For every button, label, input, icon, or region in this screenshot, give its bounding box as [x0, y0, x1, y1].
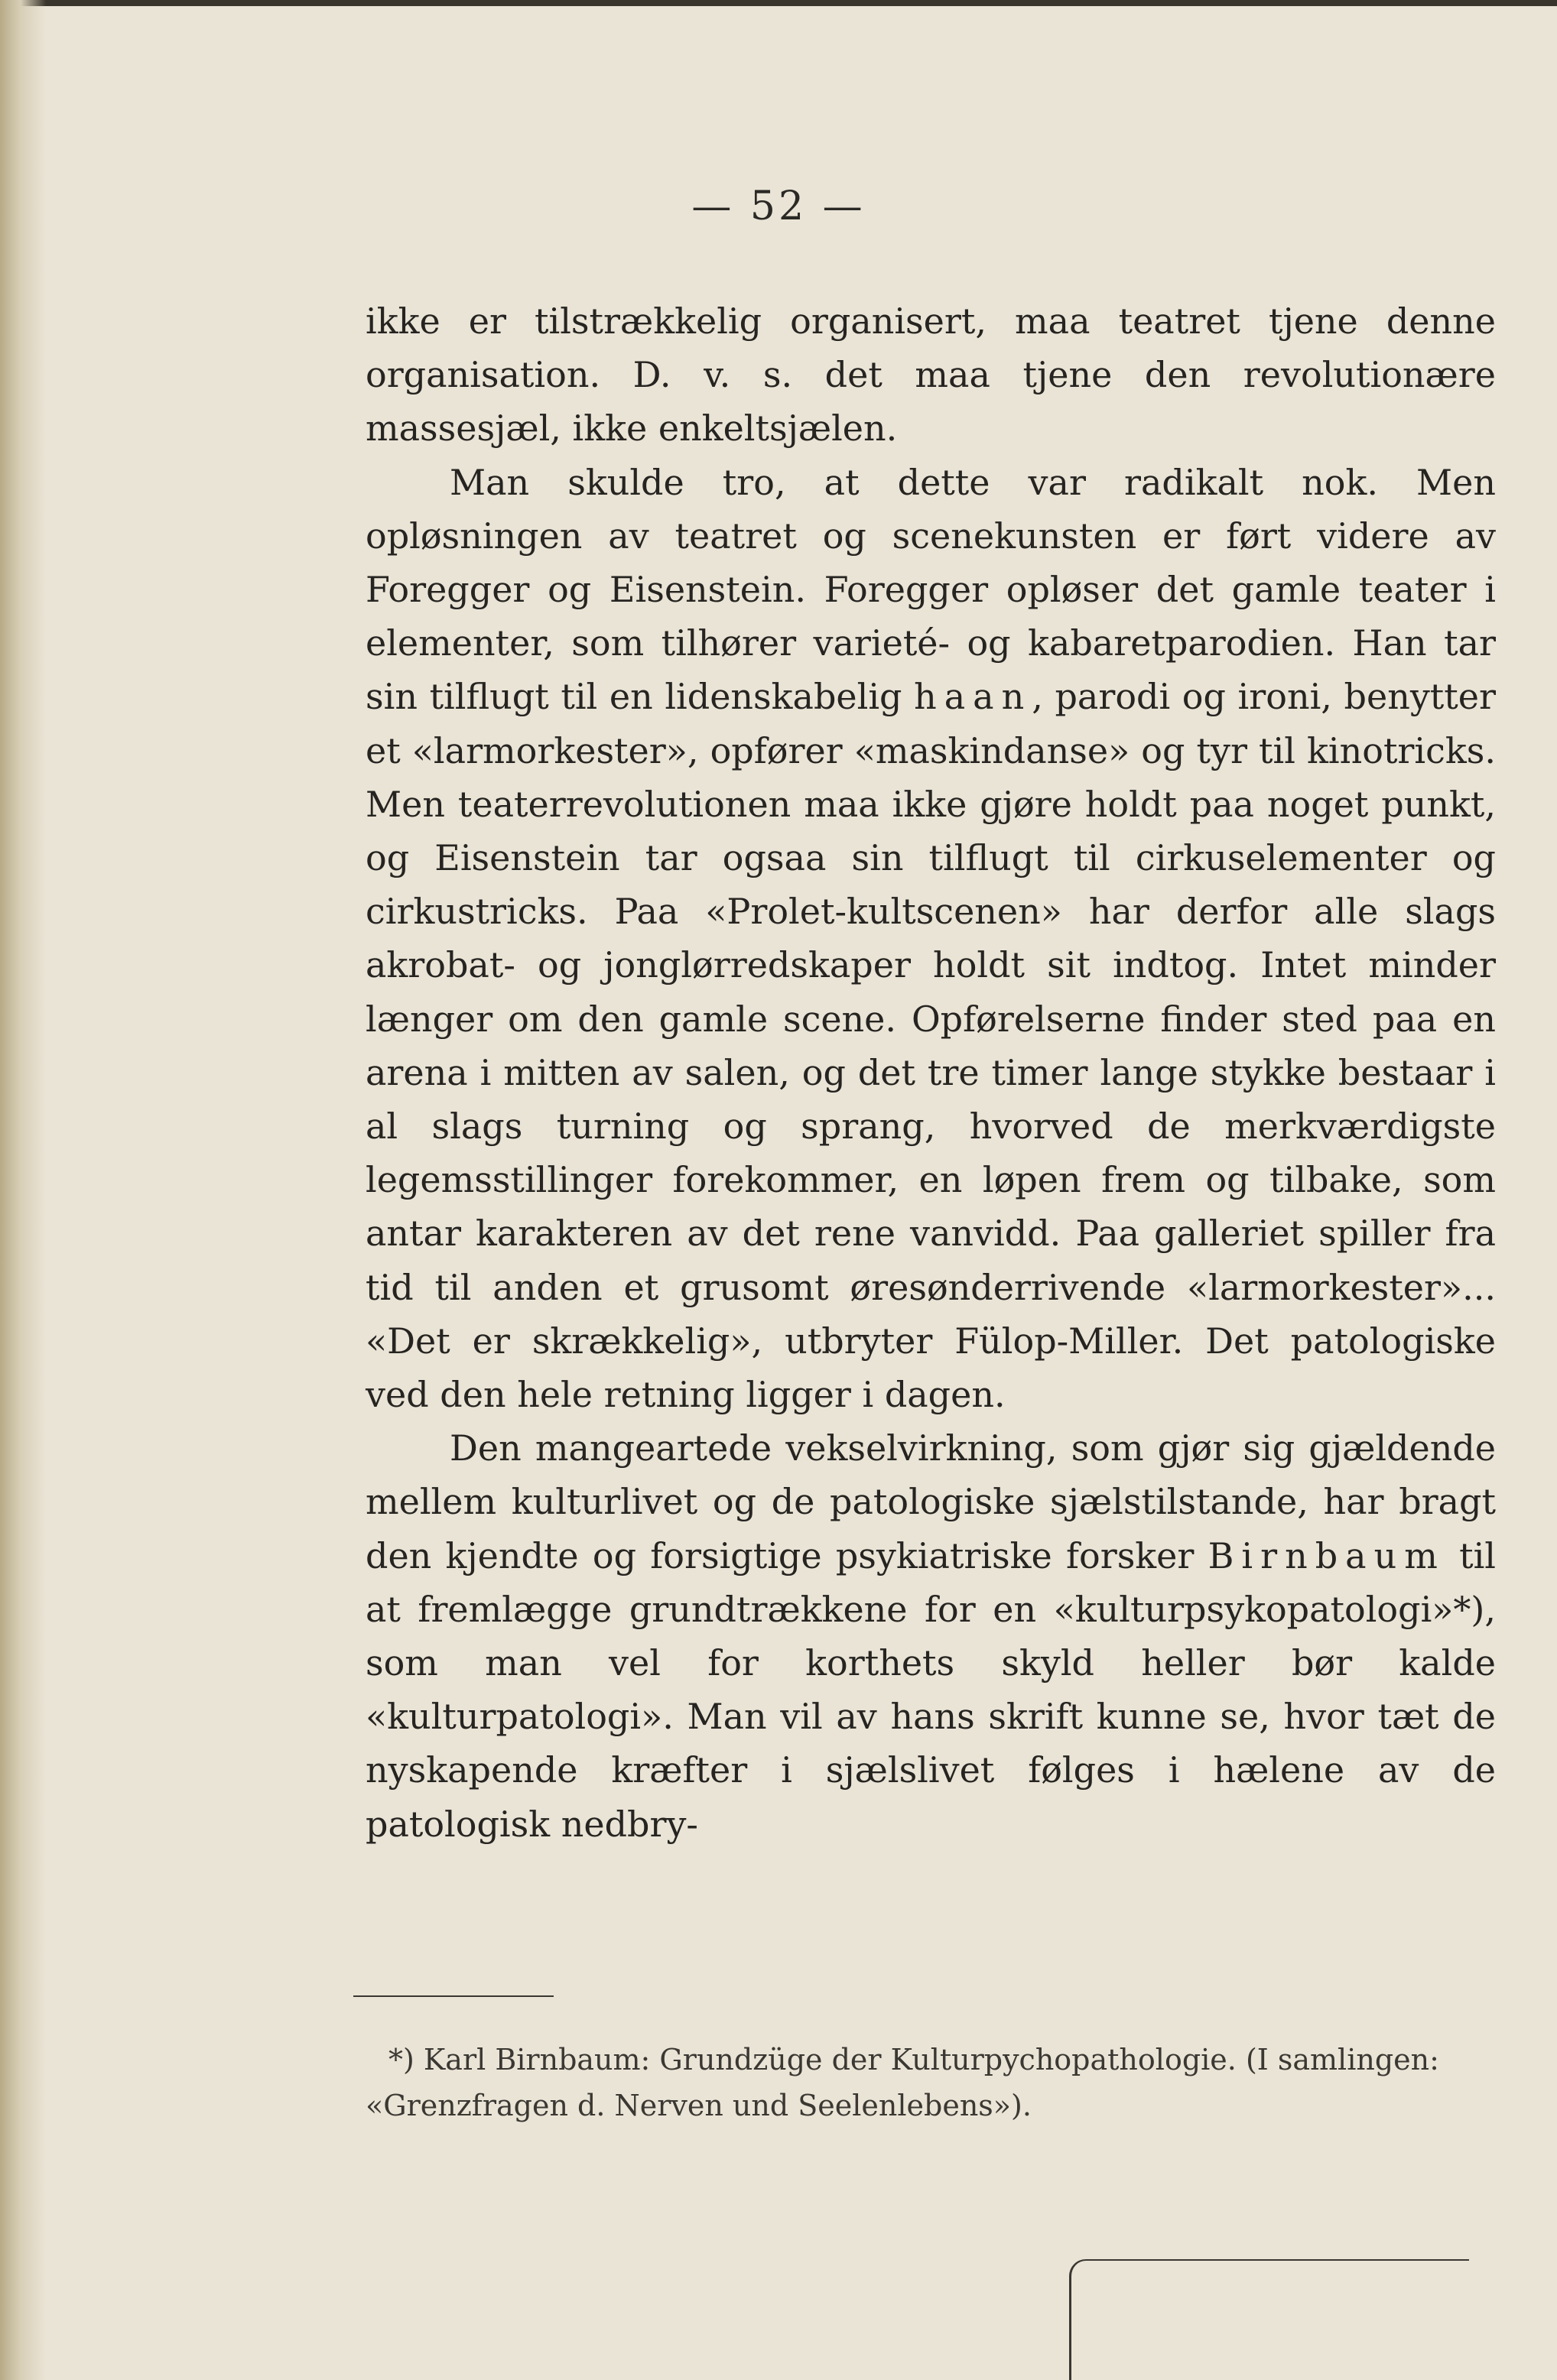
binding-shadow — [0, 0, 46, 2380]
page-corner-mark — [1069, 2259, 1469, 2380]
paragraph-2 — [366, 456, 1496, 1422]
body-text — [366, 294, 1496, 1851]
paragraph-2-text-a: Man skulde tro, at dette var radikalt nok. Men opløsningen av teatret og scenekunsten er ført videre av Foregger og Eisenstein. Foregger opløser det gamle teater i elementer, som tilhører varieté- og kabaretparodien. Han tar sin tilflugt til en lidenskabelig — [366, 461, 1496, 718]
paragraph-3 — [366, 1421, 1496, 1851]
emphasized-name-birnbaum: Birnbaum — [1208, 1534, 1445, 1576]
footnote-divider — [353, 1995, 554, 1997]
page-number: — 52 — — [691, 183, 866, 229]
emphasized-word-haan: haan — [914, 676, 1032, 718]
page-top-edge — [0, 0, 1557, 6]
paragraph-2-text-b: , parodi og ironi, benytter et «larmorkester», opfører «maskindanse» og tyr til kinotricks. Men teaterrevolutionen maa ikke gjøre holdt paa noget punkt, og Eisenstein tar ogsaa sin tilflugt til cirkuselementer og cirkustricks. Paa «Prolet-kultscenen» har derfor alle slags akrobat- og jonglørredskaper holdt sit indtog. Intet minder længer om den gamle scene. Opførelserne finder sted paa en arena i mitten av salen, og det tre timer lange stykke bestaar i al slags turning og sprang, hvorved de merkværdigste legemsstillinger forekommer, en løpen frem og tilbake, som antar karakteren av det rene vanvidd. Paa galleriet spiller fra tid til anden et grusomt øresønderrivende «larmorkester»... «Det er skrækkelig», utbryter Fülop-Miller. Det patologiske ved den hele retning ligger i dagen. — [366, 676, 1496, 1416]
paragraph-3-text-b: til at fremlægge grundtrækkene for en «kulturpsykopatologi»*), som man vel for korthets skyld heller bør kalde «kulturpatologi». Man vil av hans skrift kunne se, hvor tæt de nyskapende kræfter i sjælslivet følges i hælene av de patologisk nedbry- — [366, 1534, 1496, 1845]
paragraph-1: ikke er tilstrækkelig organisert, maa teatret tjene denne organisation. D. v. s. det maa tjene den revolutionære massesjæl, ikke enkeltsjælen. — [366, 300, 1496, 450]
footnote: *) Karl Birnbaum: Grundzüge der Kulturpychopathologie. (I samlingen: «Grenzfragen d. Nerven und Seelenlebens»). — [366, 2043, 1439, 2122]
paragraph-3-text-a: Den mangeartede vekselvirkning, som gjør sig gjældende mellem kulturlivet og de patologiske sjælstilstande, har bragt den kjendte og forsigtige psykiatriske forsker — [366, 1427, 1496, 1576]
